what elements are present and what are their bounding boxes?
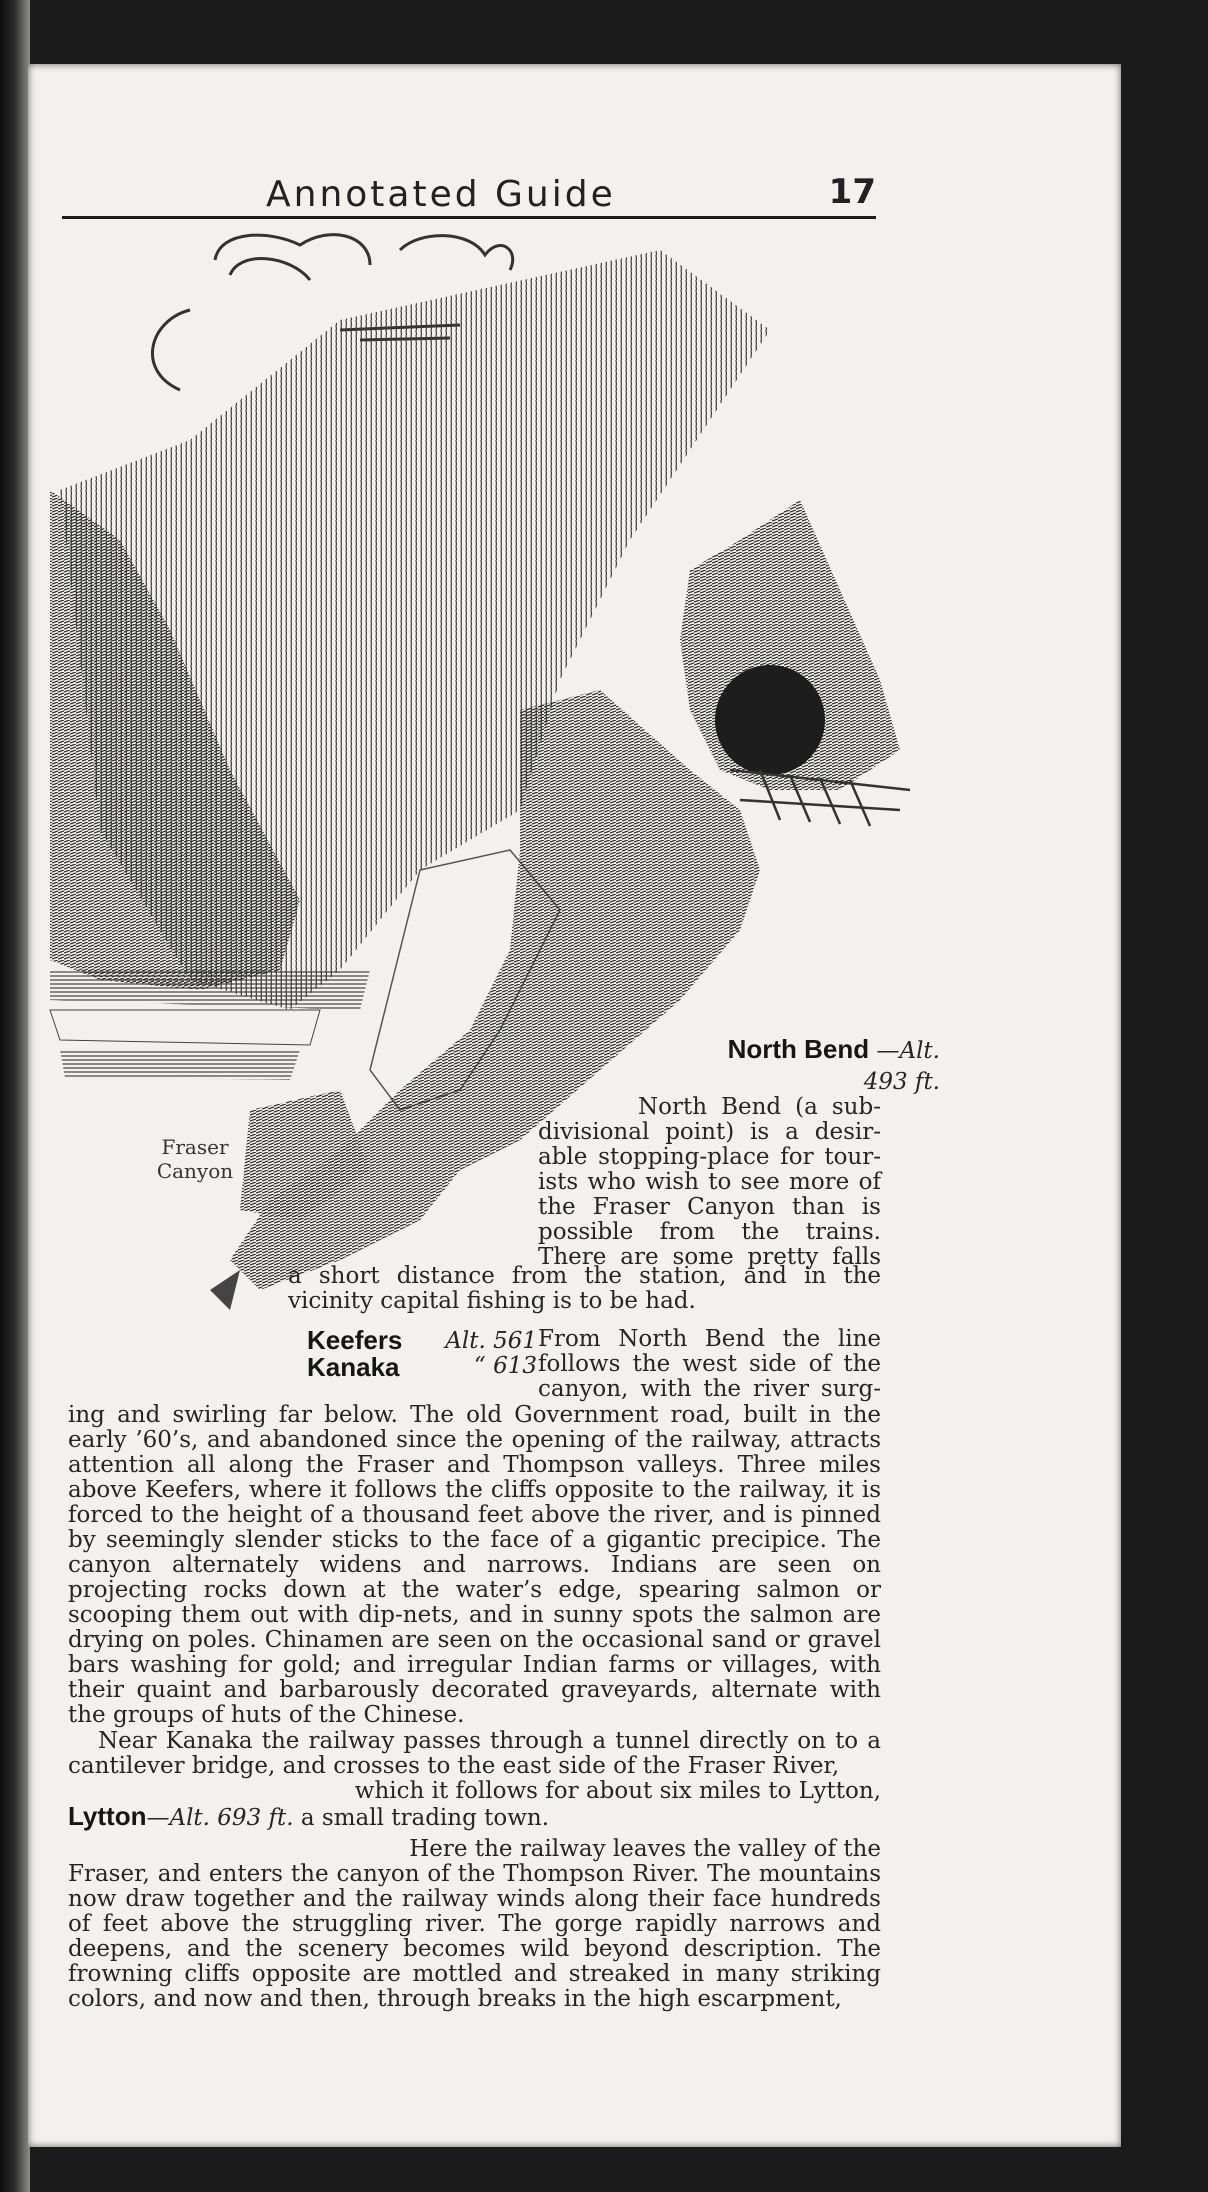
text-line: possible from the trains. [538,1219,881,1245]
station-name: North Bend [727,1034,870,1064]
text-line: a small trading town. [300,1805,550,1831]
caption-line: Canyon [156,1159,234,1183]
text-line: Here the railway leaves the valley of the [409,1836,881,1862]
page-number: 17 [828,172,876,212]
text-line: divisional point) is a desir- [538,1119,881,1145]
text-line: There are some pretty falls [538,1244,881,1270]
caption-line: Fraser [161,1135,229,1159]
page-title: Annotated Guide [266,174,616,215]
station-altitudes [442,1329,537,1379]
paragraph-text: Near Kanaka the railway passes through a tunnel directly on to a cantilever bridge, and crosses to the east side of the Fraser River, [68,1728,881,1779]
north-bend-heading [540,1034,940,1064]
keefers-intro [538,1327,881,1402]
text-line: which it follows for about six miles to Lytton, [354,1778,881,1804]
text-line: follows the west side of the [538,1351,881,1377]
text-line: ists who wish to see more of [538,1169,881,1195]
text-line: North Bend (a sub- [638,1094,881,1120]
altitude-value: Alt. 561 [445,1328,537,1354]
altitude-value: 493 ft. [863,1069,940,1095]
scan-binding-edge [0,0,30,2192]
paragraph-text: Fraser, and enters the canyon of the Thompson River. The mountains now draw together and the railway winds along their face hundreds of feet above the struggling river. The gorge rapidly narrows and deepens, and the scenery becomes wild beyond description. The frowning cliffs opposite are mottled and streaked in many striking colors, and now and then, through breaks in the high escarpment, [68,1861,881,2012]
near-kanaka-paragraph [68,1729,881,1804]
text-line: vicinity capital fishing is to be had. [288,1288,696,1314]
text-line: a short distance from the station, and in the [288,1263,881,1289]
station-name: Lytton [68,1801,147,1831]
altitude-value: “ 613 [474,1353,537,1379]
thompson-river-paragraph [68,1837,881,2012]
lytton-heading-line [68,1801,881,1831]
text-line: canyon, with the river surg- [538,1376,881,1402]
river-band [50,970,370,1010]
tunnel-mouth [715,665,825,775]
text-line: the Fraser Canyon than is [538,1194,881,1220]
illustration-caption [150,1135,240,1183]
canyon-description-paragraph: ing and swirling far below. The old Government road, built in the early ’60’s, and abandoned since the opening of the railway, attracts attention all along the Fraser and Thompson valleys. Three miles above Keefers, where it follows the cliffs opposite to the railway, it is forced to the height of a thousand feet above the river, and is pinned by seemingly slender sticks to the face of a gigantic precipice. The canyon alternately widens and narrows. Indians are seen on projecting rocks down at the water’s edge, spearing salmon or scooping them out with dip-nets, and in sunny spots the salmon are drying on poles. Chinamen are seen on the occasional sand or gravel bars washing for gold; and irregular Indian farms or villages, with their quaint and barbarously decorated graveyards, alternate with the groups of huts of the Chinese. [68,1402,881,1728]
altitude-value: —Alt. 693 ft. [146,1805,294,1831]
altitude-label: —Alt. [876,1038,940,1064]
station-names-block [307,1327,447,1381]
north-bend-paragraph [538,1095,881,1270]
text-line: able stopping-place for tour- [538,1144,881,1170]
station-name: Kanaka [307,1352,400,1382]
north-bend-paragraph-tail [288,1264,881,1314]
text-line: From North Bend the line [538,1326,881,1352]
running-header [62,112,876,219]
station-name: Keefers [307,1325,403,1355]
